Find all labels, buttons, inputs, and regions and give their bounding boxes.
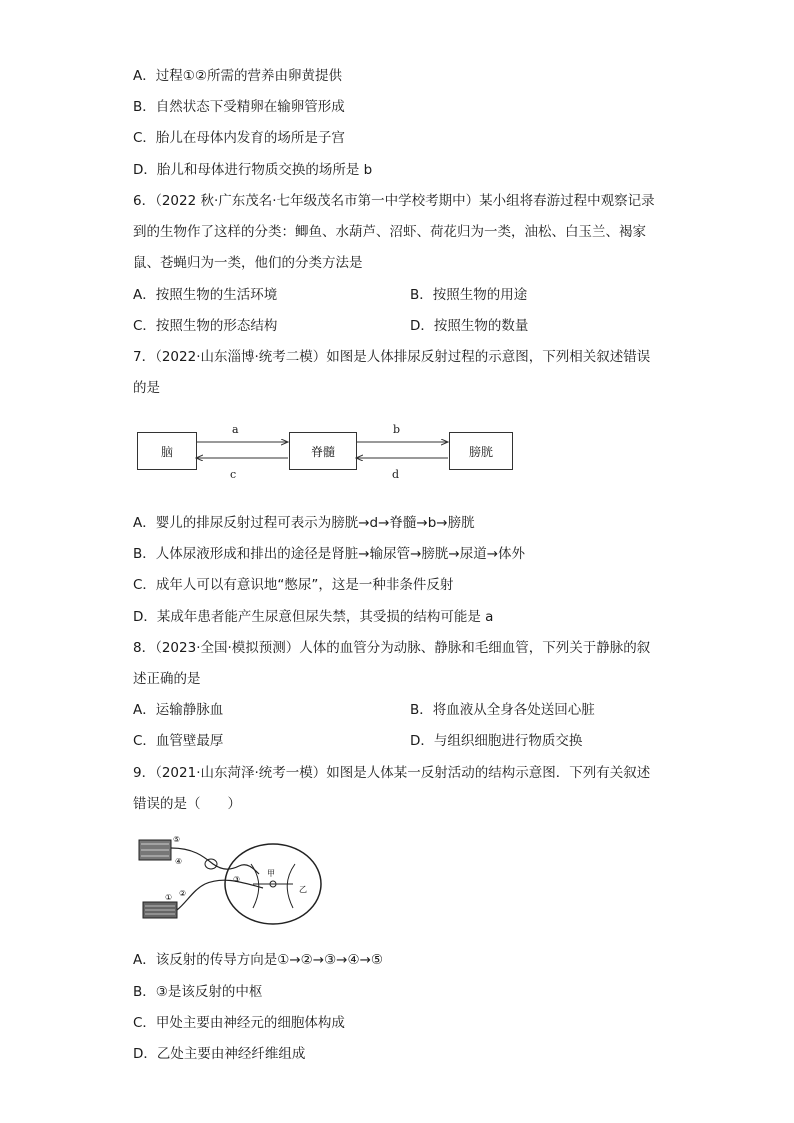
q9-option-d: D．乙处主要由神经纤维组成 xyxy=(133,1046,306,1062)
q9-option-c: C．甲处主要由神经元的细胞体构成 xyxy=(133,1015,345,1031)
q6-option-d: D．按照生物的数量 xyxy=(410,318,529,334)
label-d: d xyxy=(392,468,400,481)
q9-option-a: A．该反射的传导方向是①→②→③→④→⑤ xyxy=(133,952,383,968)
q9-stem-line-1: 9．（2021·山东菏泽·统考一模）如图是人体某一反射活动的结构示意图．下列有关叙述 xyxy=(133,765,651,781)
q6-option-b: B．按照生物的用途 xyxy=(410,287,528,303)
q8-option-b: B．将血液从全身各处送回心脏 xyxy=(410,702,595,718)
q5-option-a: A．过程①②所需的营养由卵黄提供 xyxy=(133,68,342,84)
q8-option-d: D．与组织细胞进行物质交换 xyxy=(410,733,583,749)
q9-option-b: B．③是该反射的中枢 xyxy=(133,984,263,1000)
ganglion xyxy=(205,859,217,869)
q7-option-b: B．人体尿液形成和排出的途径是肾脏→输尿管→膀胱→尿道→体外 xyxy=(133,546,526,562)
q9-stem-line-2: 错误的是（ ） xyxy=(133,796,241,812)
q6-stem-line-1: 6．（2022 秋·广东茂名·七年级茂名市第一中学校考期中）某小组将春游过程中观察记录 xyxy=(133,193,655,209)
label-5: ⑤ xyxy=(173,835,181,844)
q7-option-a: A．婴儿的排尿反射过程可表示为膀胱→d→脊髓→b→膀胱 xyxy=(133,515,475,531)
q7-option-c: C．成年人可以有意识地“憋尿”，这是一种非条件反射 xyxy=(133,577,454,593)
q6-option-c: C．按照生物的形态结构 xyxy=(133,318,278,334)
q6-stem-line-3: 鼠、苍蝇归为一类，他们的分类方法是 xyxy=(133,255,363,271)
q6-stem-line-2: 到的生物作了这样的分类：鲫鱼、水葫芦、沼虾、荷花归为一类，油松、白玉兰、褐家 xyxy=(133,224,646,240)
label-b: b xyxy=(393,423,401,436)
q8-stem-line-1: 8．（2023·全国·模拟预测）人体的血管分为动脉、静脉和毛细血管，下列关于静脉的叙 xyxy=(133,640,651,656)
reflex-arrows xyxy=(0,0,794,520)
reflex-arc-figure xyxy=(133,826,333,936)
q8-stem-line-2: 述正确的是 xyxy=(133,671,201,687)
label-yi: 乙 xyxy=(299,885,307,894)
q7-option-d: D．某成年患者能产生尿意但尿失禁，其受损的结构可能是 a xyxy=(133,609,494,625)
box-brain: 脑 xyxy=(137,432,197,470)
box-bladder: 膀胱 xyxy=(449,432,513,470)
q5-option-c: C．胎儿在母体内发育的场所是子宫 xyxy=(133,130,345,146)
label-a: a xyxy=(232,423,239,436)
label-1: ① xyxy=(165,893,173,902)
q5-option-d: D．胎儿和母体进行物质交换的场所是 b xyxy=(133,162,373,178)
q8-option-a: A．运输静脉血 xyxy=(133,702,224,718)
q7-stem-line-2: 的是 xyxy=(133,380,160,396)
q8-option-c: C．血管壁最厚 xyxy=(133,733,224,749)
label-2: ② xyxy=(179,889,187,898)
label-c: c xyxy=(230,468,237,481)
q6-option-a: A．按照生物的生活环境 xyxy=(133,287,278,303)
box-spinal-cord: 脊髓 xyxy=(289,432,357,470)
label-3: ③ xyxy=(233,875,241,884)
label-jia: 甲 xyxy=(267,869,275,878)
q7-stem-line-1: 7．（2022·山东淄博·统考二模）如图是人体排尿反射过程的示意图，下列相关叙述错误 xyxy=(133,349,651,365)
label-4: ④ xyxy=(175,857,183,866)
q5-option-b: B．自然状态下受精卵在输卵管形成 xyxy=(133,99,345,115)
